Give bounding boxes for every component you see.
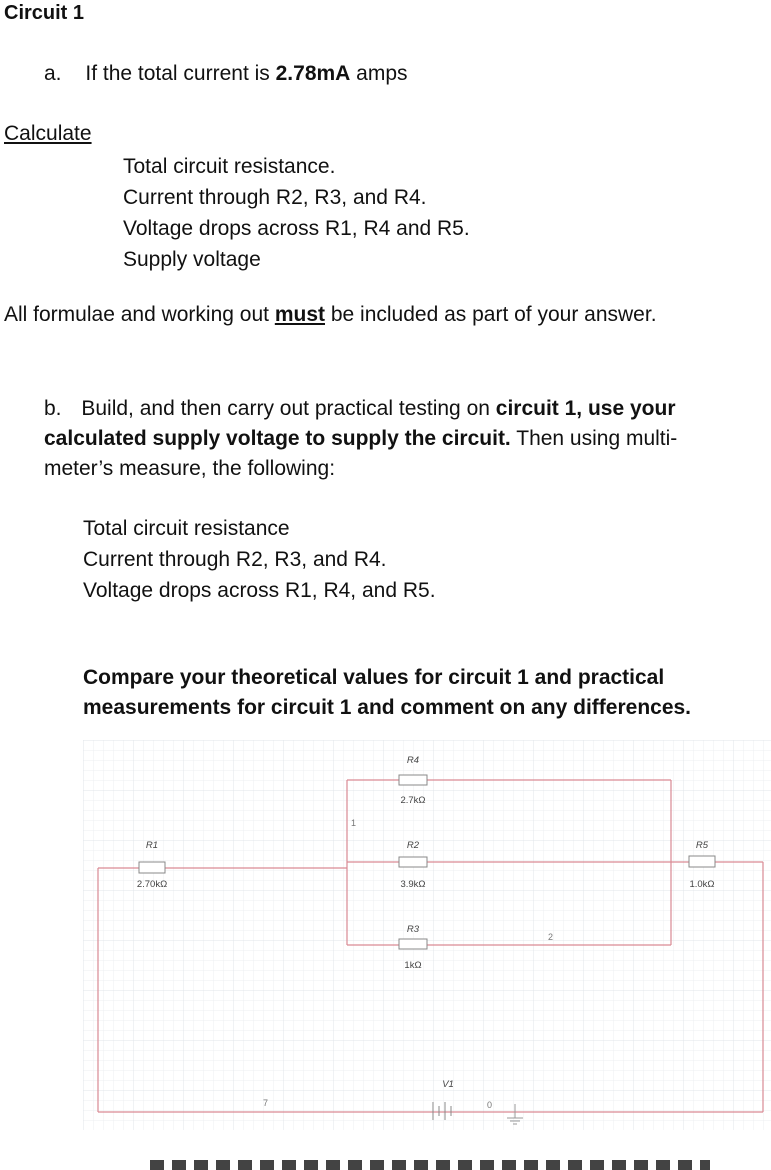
list-item: Voltage drops across R1, R4 and R5. [123,217,470,240]
list-item: Current through R2, R3, and R4. [83,548,387,571]
part-b-block: b. Build, and then carry out practical testing on circuit 1, use your calculated supply voltage to supply the circuit. Then using multi- meter’s measure, the following: [44,397,678,480]
list-item: Current through R2, R3, and R4. [123,186,427,209]
list-item: Total circuit resistance [83,517,290,540]
value-r1: 2.70kΩ [136,879,168,890]
list-item: Supply voltage [123,248,261,271]
list-item: Voltage drops across R1, R4, and R5. [83,579,436,602]
label-r2: R2 [406,840,420,851]
value-r4: 2.7kΩ [400,795,426,806]
part-a-unit: amps [350,62,408,85]
resistor-r2 [399,857,427,867]
value-r5: 1.0kΩ [689,879,715,890]
value-r3: 1kΩ [404,960,422,971]
circuit-diagram [83,740,771,1140]
calculate-list [123,151,470,275]
resistor-r1 [139,862,165,873]
total-current: 2.78mA [275,62,351,85]
page-heading: Circuit 1 [4,2,85,24]
label-r1: R1 [145,840,159,851]
value-r2: 3.9kΩ [400,879,426,890]
label-r5: R5 [695,840,709,851]
measure-list [83,513,436,606]
resistor-r5 [689,856,715,867]
node-1: 1 [351,818,357,828]
label-v1: V1 [442,1079,454,1090]
must-emphasis: must [274,303,325,326]
compare-instruction: Compare your theoretical values for circuit 1 and practical measurements for circuit 1 and comment on any differences. [83,666,692,719]
node-0: 0 [487,1100,493,1110]
part-a-label: a. [44,62,62,85]
resistor-r4 [399,775,427,785]
label-r4: R4 [406,755,420,766]
part-a-text: If the total current is [85,62,276,85]
formulae-note: All formulae and working out must be included as part of your answer. [4,303,657,326]
list-item: Total circuit resistance. [123,155,336,178]
node-2: 2 [548,932,554,942]
calculate-label: Calculate [4,122,92,145]
part-a-line [44,62,408,86]
label-r3: R3 [406,924,420,935]
part-b-label: b. [44,397,62,420]
resistor-r3 [399,939,427,949]
node-7: 7 [263,1098,269,1108]
